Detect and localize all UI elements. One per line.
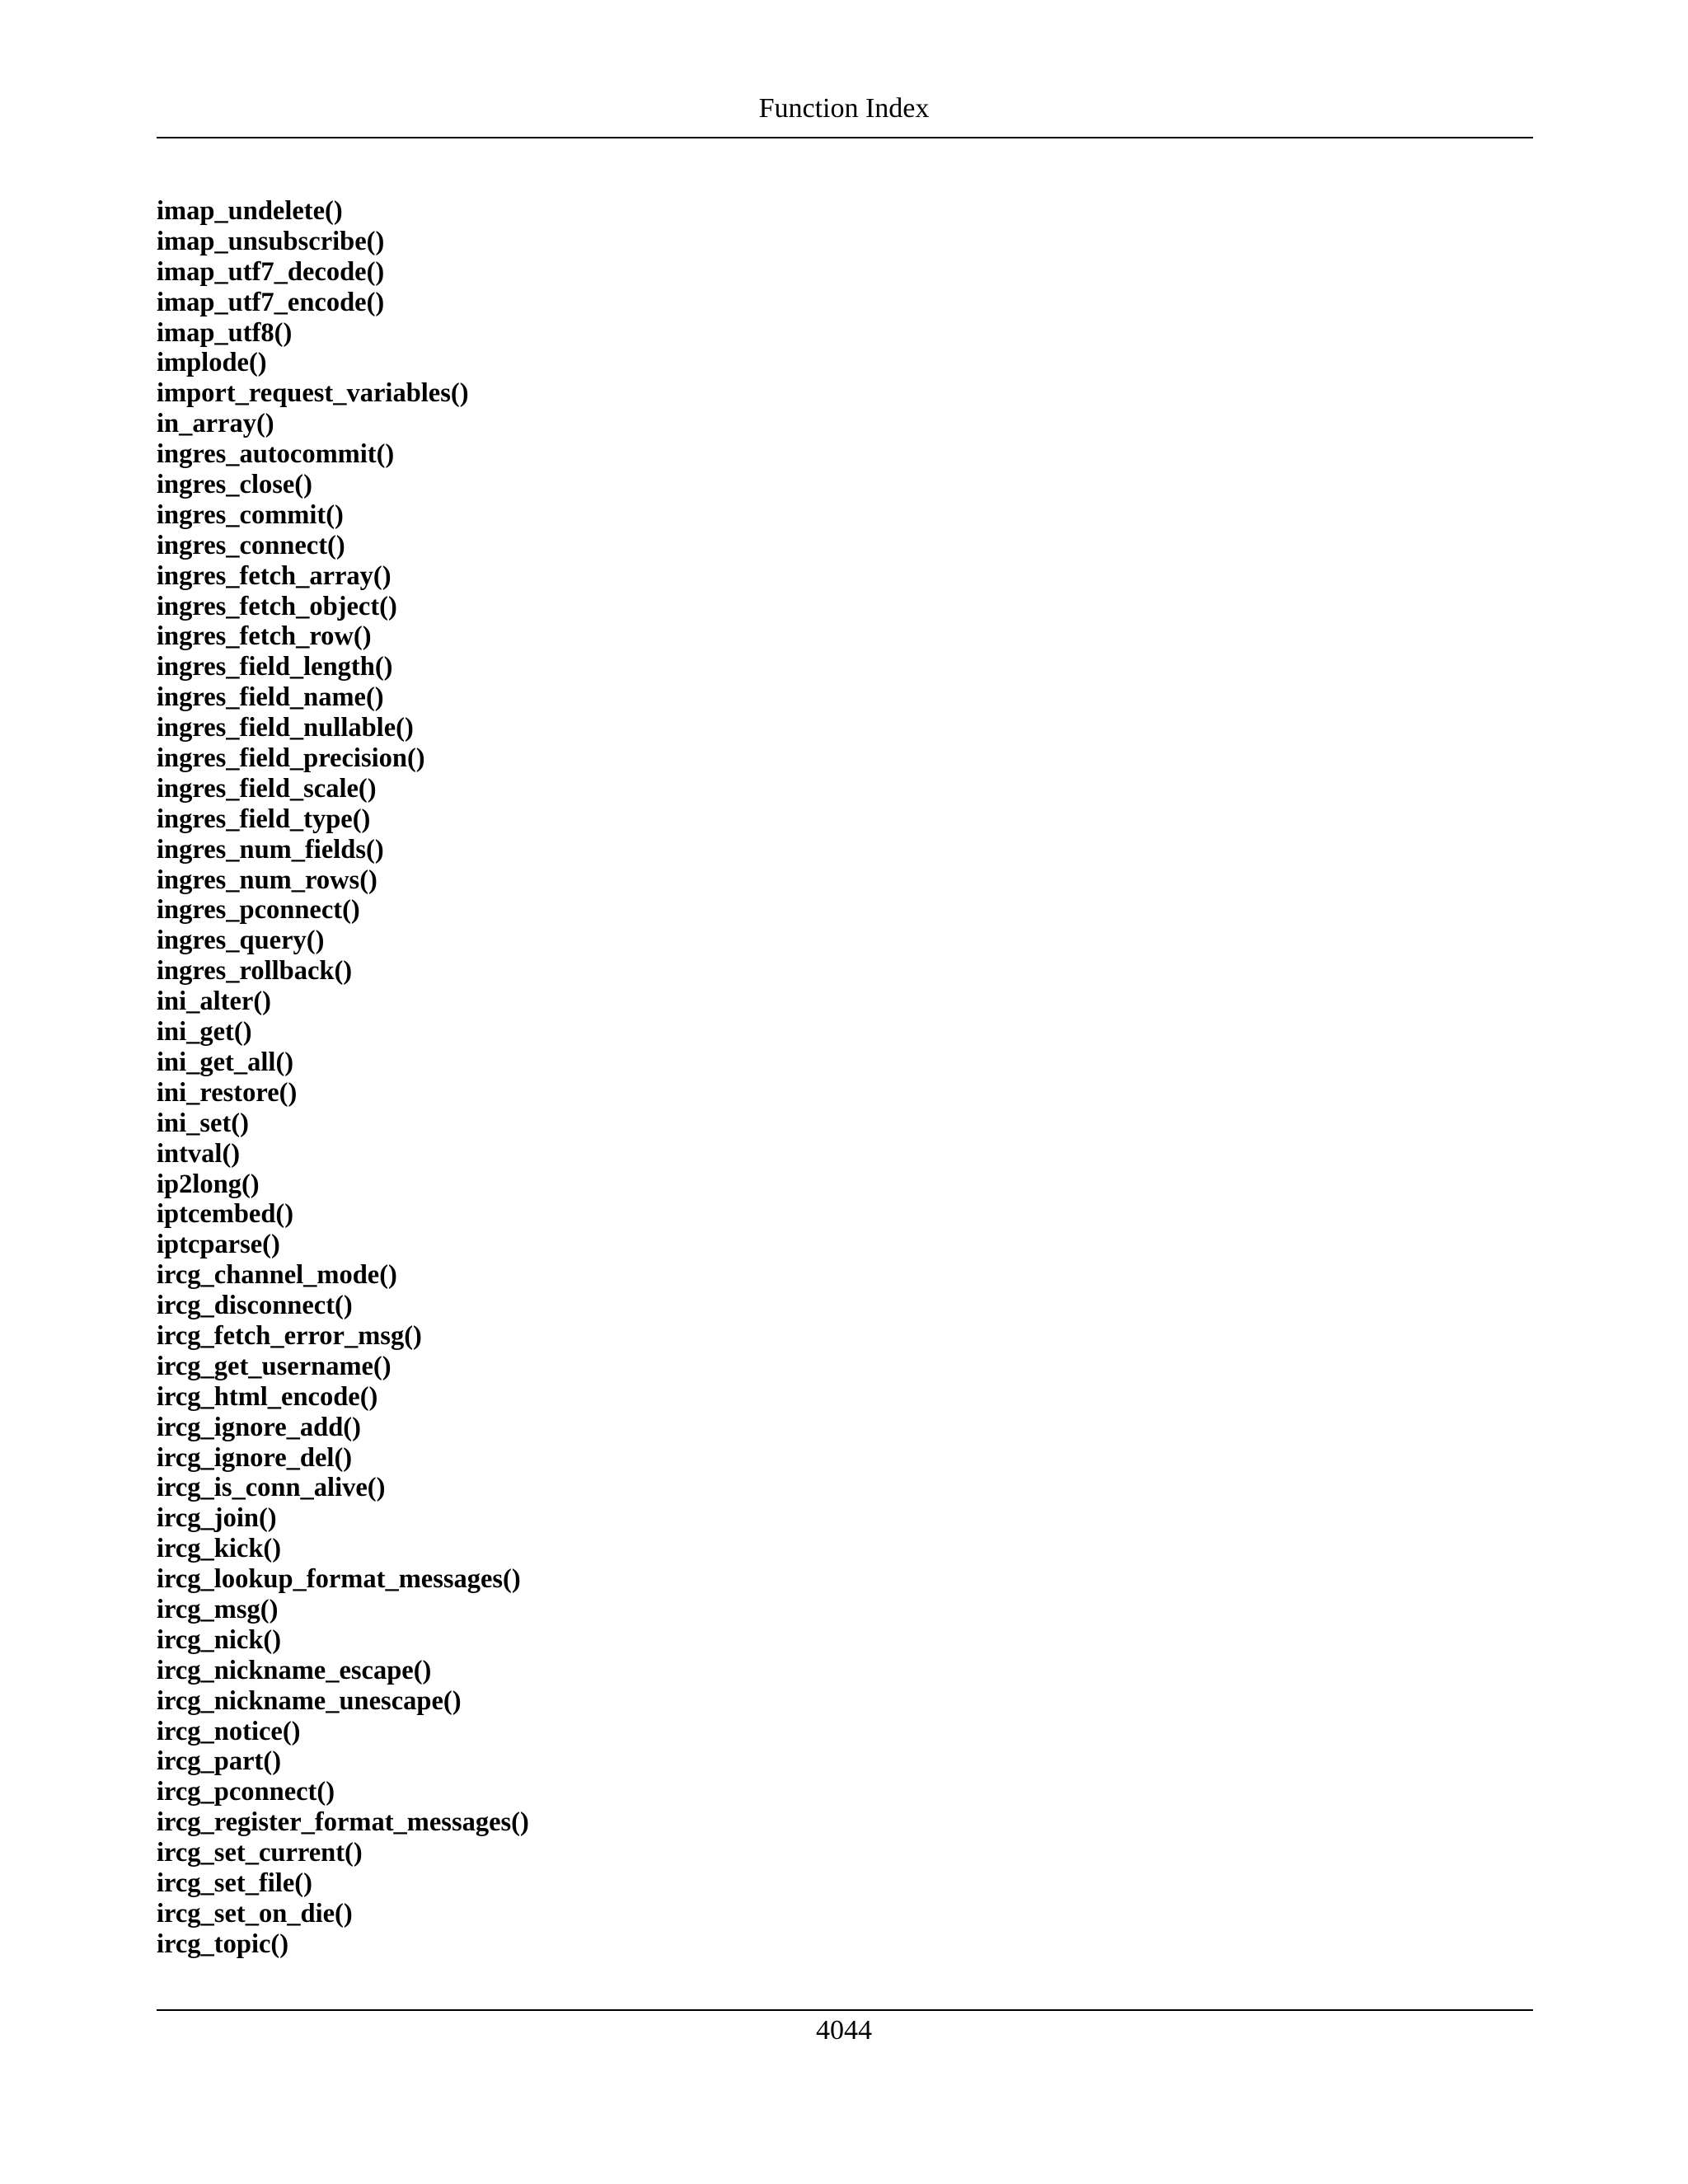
function-entry: ingres_num_rows(): [157, 865, 377, 895]
function-entry: ingres_connect(): [157, 530, 345, 560]
header-divider: [157, 137, 1533, 138]
function-entry: ircg_disconnect(): [157, 1291, 353, 1321]
function-entry: imap_undelete(): [157, 196, 343, 226]
function-entry: import_request_variables(): [157, 378, 469, 409]
function-entry: ingres_pconnect(): [157, 895, 360, 926]
function-entry: ini_get_all(): [157, 1047, 294, 1077]
function-entry: ircg_msg(): [157, 1594, 279, 1624]
function-entry: ircg_join(): [157, 1503, 277, 1534]
function-entry: ingres_fetch_array(): [157, 560, 392, 591]
function-entry: ircg_pconnect(): [157, 1777, 335, 1807]
function-index-list: [157, 196, 529, 1960]
function-entry: ingres_commit(): [157, 499, 344, 530]
function-entry: ini_restore(): [157, 1077, 298, 1108]
function-entry: ingres_field_length(): [157, 652, 393, 682]
function-entry: ingres_query(): [157, 926, 325, 956]
function-entry: ircg_register_format_messages(): [157, 1807, 529, 1838]
function-entry: iptcembed(): [157, 1199, 294, 1230]
function-entry: ingres_close(): [157, 470, 312, 500]
function-entry: ini_get(): [157, 1017, 252, 1047]
function-entry: ingres_num_fields(): [157, 834, 384, 865]
function-entry: ingres_autocommit(): [157, 439, 395, 470]
function-entry: ircg_channel_mode(): [157, 1260, 397, 1291]
function-entry: ingres_fetch_row(): [157, 621, 372, 652]
function-entry: iptcparse(): [157, 1230, 280, 1260]
function-entry: ingres_field_precision(): [157, 743, 425, 774]
function-entry: ircg_nick(): [157, 1624, 282, 1655]
function-entry: ircg_set_on_die(): [157, 1898, 353, 1929]
function-entry: ircg_topic(): [157, 1929, 289, 1959]
function-entry: ircg_part(): [157, 1746, 282, 1777]
function-entry: ircg_lookup_format_messages(): [157, 1564, 521, 1595]
function-entry: ingres_field_nullable(): [157, 713, 414, 743]
function-entry: ini_set(): [157, 1108, 249, 1138]
page-number: 4044: [816, 2015, 872, 2046]
function-entry: ingres_fetch_object(): [157, 591, 397, 621]
function-entry: ingres_field_type(): [157, 804, 371, 834]
footer-divider: [157, 2009, 1533, 2011]
function-entry: ircg_fetch_error_msg(): [157, 1320, 422, 1351]
function-entry: ingres_rollback(): [157, 956, 353, 987]
function-entry: ircg_html_encode(): [157, 1381, 378, 1412]
function-entry: ingres_field_name(): [157, 682, 384, 713]
function-entry: in_array(): [157, 409, 274, 439]
function-entry: ircg_nickname_escape(): [157, 1655, 432, 1685]
function-entry: ircg_nickname_unescape(): [157, 1685, 462, 1716]
function-entry: imap_utf7_encode(): [157, 287, 385, 317]
function-entry: ircg_get_username(): [157, 1351, 392, 1381]
function-entry: ingres_field_scale(): [157, 773, 377, 804]
function-entry: ircg_is_conn_alive(): [157, 1473, 386, 1503]
page-title: Function Index: [758, 93, 930, 124]
function-entry: ircg_ignore_add(): [157, 1412, 361, 1442]
function-entry: ircg_set_file(): [157, 1868, 312, 1898]
function-entry: imap_unsubscribe(): [157, 226, 385, 256]
function-entry: ircg_notice(): [157, 1716, 301, 1746]
function-entry: ip2long(): [157, 1169, 260, 1199]
function-entry: ircg_kick(): [157, 1534, 282, 1564]
function-entry: implode(): [157, 348, 267, 378]
function-entry: ini_alter(): [157, 987, 271, 1017]
function-entry: ircg_ignore_del(): [157, 1442, 353, 1473]
function-entry: intval(): [157, 1138, 241, 1169]
function-entry: imap_utf8(): [157, 317, 293, 348]
function-entry: imap_utf7_decode(): [157, 256, 385, 287]
function-entry: ircg_set_current(): [157, 1838, 363, 1868]
